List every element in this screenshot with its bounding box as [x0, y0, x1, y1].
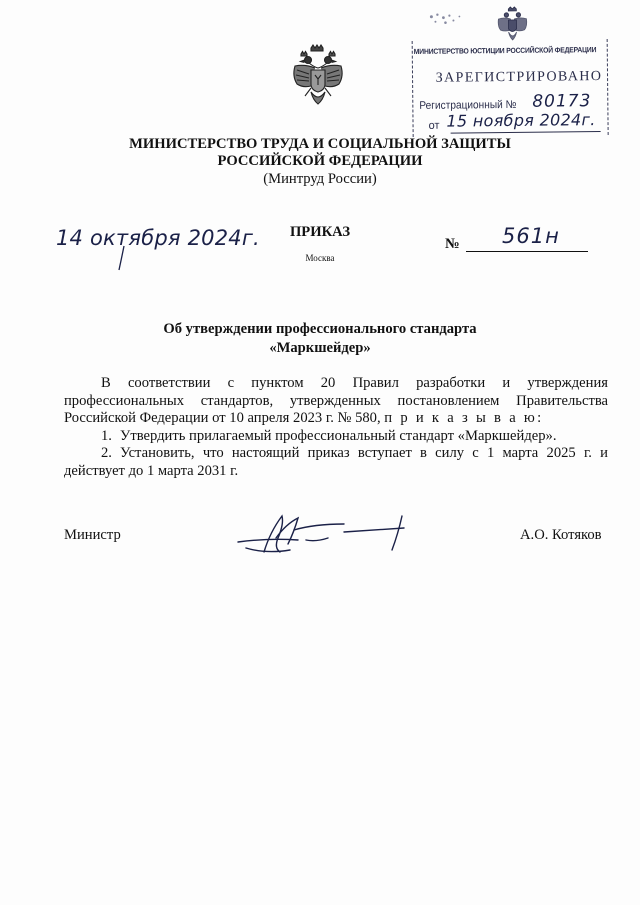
stamp-ministry-name: МИНИСТЕРСТВО ЮСТИЦИИ РОССИЙСКОЙ ФЕДЕРАЦИИ [413, 45, 597, 56]
coat-of-arms-icon [495, 6, 529, 42]
document-body [64, 375, 608, 480]
stamp-regno-value: 80173 [532, 91, 592, 112]
order-title: ПРИКАЗ [289, 224, 351, 240]
registration-stamp [403, 3, 610, 143]
ministry-name-line1: МИНИСТЕРСТВО ТРУДА И СОЦИАЛЬНОЙ ЗАЩИТЫ [129, 136, 511, 152]
handwritten-signature [236, 508, 422, 558]
signatory-name: А.О. Котяков [520, 527, 602, 543]
stamp-registered-label: ЗАРЕГИСТРИРОВАНО [435, 69, 603, 86]
list-item-number: 2. [101, 445, 112, 461]
preamble-paragraph [64, 375, 608, 428]
stamp-date-value: 15 ноября 2024г. [446, 110, 596, 131]
order-date-handwritten: 14 октября 2024г. [56, 226, 260, 250]
ministry-header [80, 136, 560, 189]
document-title-line2: «Маркшейдер» [269, 340, 371, 356]
coat-of-arms-icon [289, 44, 347, 110]
order-number-handwritten: 561н [502, 224, 560, 248]
stamp-smudge-mark [423, 8, 483, 31]
ministry-name-line2: РОССИЙСКОЙ ФЕДЕРАЦИИ [217, 153, 423, 169]
decree-word: п р и к а з ы в а ю: [384, 410, 544, 426]
list-item-text: Установить, что настоящий приказ вступает в силу с 1 марта 2025 г. и действует до 1 марта 2031 г. [64, 445, 608, 479]
order-city: Москва [305, 253, 335, 263]
stamp-regno-label: Регистрационный № [419, 98, 517, 112]
document-title [60, 320, 580, 358]
list-item-number: 1. [101, 427, 112, 444]
list-item [64, 445, 608, 480]
stamp-date-label: от [428, 119, 440, 132]
preamble-text: В соответствии с пунктом 20 Правил разработки и утверждения профессиональных стандартов, утвержденных постановлением Правительства Российской Федерации от 10 апреля 2023 г. № 580, [64, 375, 608, 426]
list-item-text: Утвердить прилагаемый профессиональный стандарт «Маркшейдер». [120, 427, 557, 444]
document-title-line1: Об утверждении профессионального стандарта [163, 321, 477, 337]
order-number-underline [466, 251, 588, 252]
order-number-sign: № [445, 236, 460, 252]
signatory-role: Министр [64, 527, 121, 543]
list-item [64, 428, 608, 446]
ministry-short-name: (Минтруд России) [263, 171, 377, 187]
